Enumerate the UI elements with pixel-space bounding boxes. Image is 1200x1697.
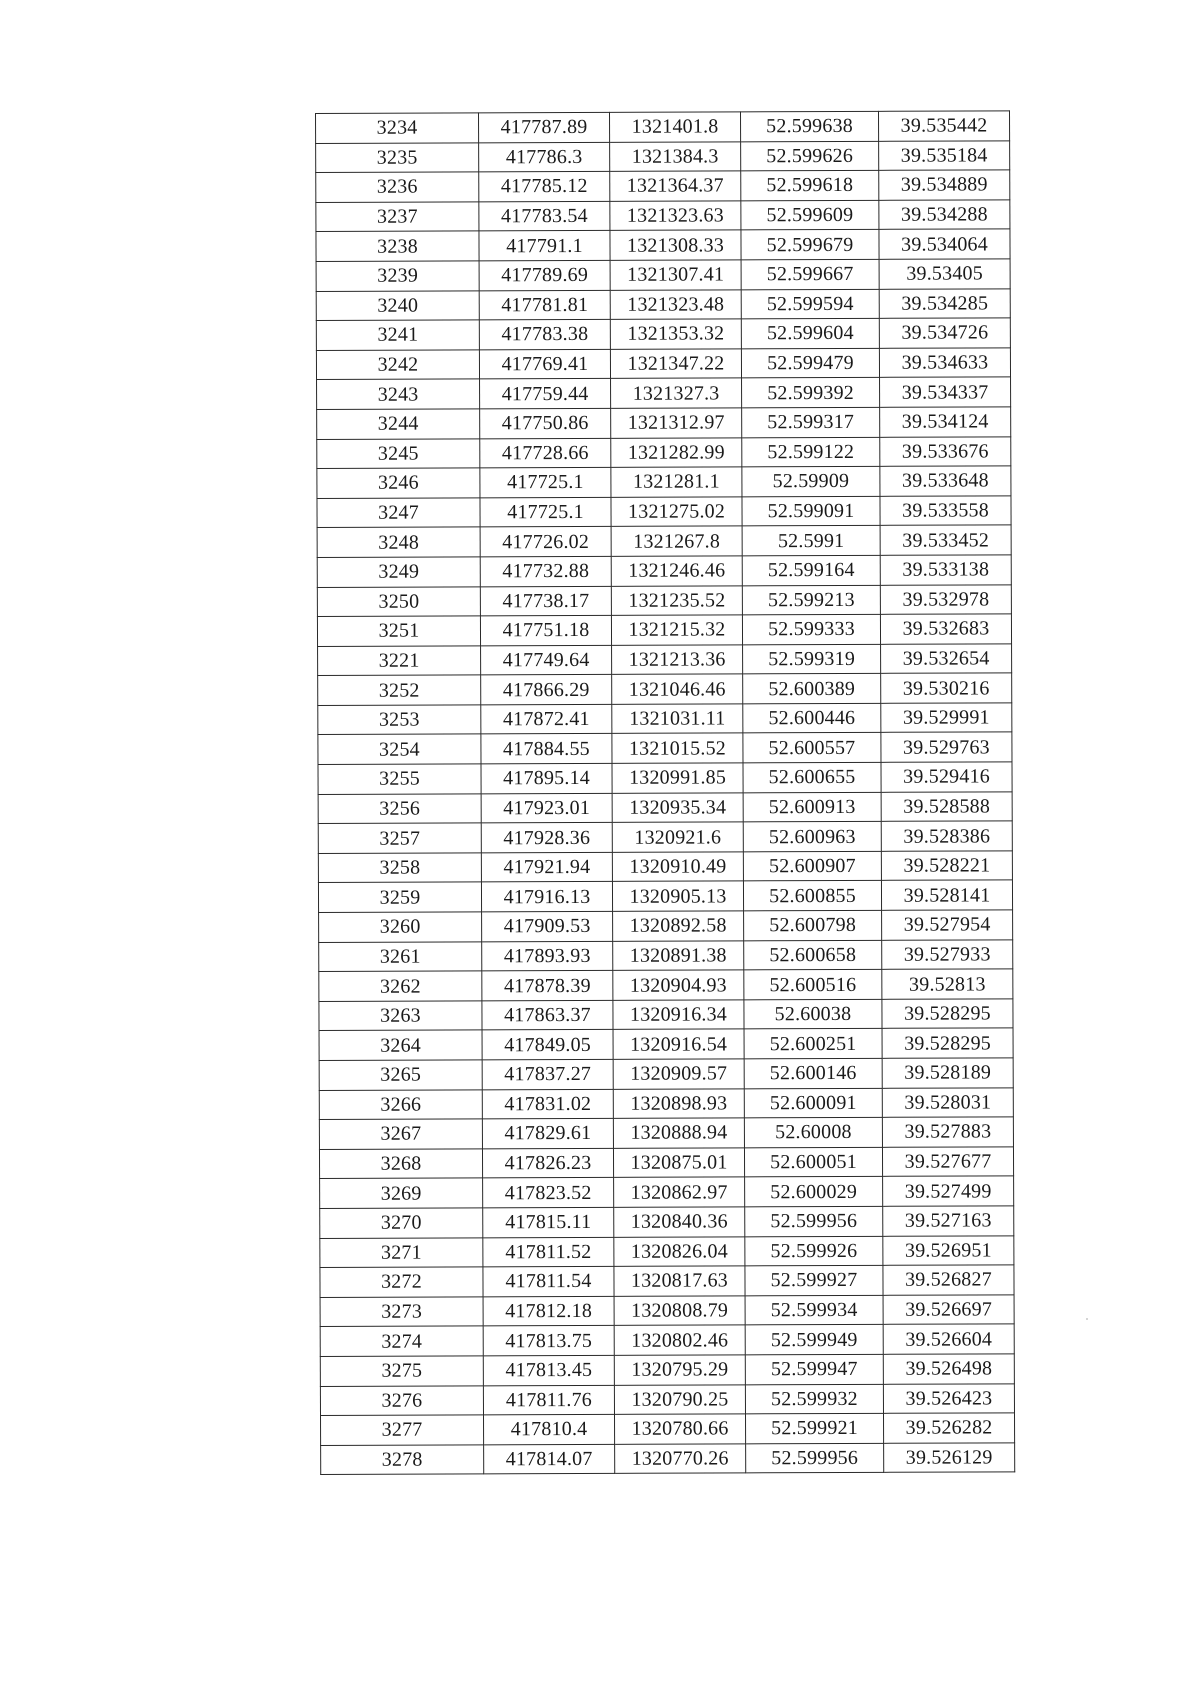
longitude-cell: 39.528295 <box>882 999 1013 1029</box>
point-number-cell: 3251 <box>317 616 480 646</box>
longitude-cell: 39.528189 <box>882 1058 1013 1088</box>
longitude-cell: 39.528295 <box>882 1028 1013 1058</box>
point-number-cell: 3245 <box>317 438 480 468</box>
latitude-cell: 52.599956 <box>746 1443 884 1473</box>
y-coordinate-cell: 1321364.37 <box>610 171 741 201</box>
latitude-cell: 52.599609 <box>741 200 879 230</box>
latitude-cell: 52.600655 <box>743 762 881 792</box>
x-coordinate-cell: 417785.12 <box>479 172 610 202</box>
y-coordinate-cell: 1320795.29 <box>614 1355 745 1385</box>
longitude-cell: 39.529763 <box>881 732 1012 762</box>
x-coordinate-cell: 417769.41 <box>479 349 610 379</box>
latitude-cell: 52.600146 <box>744 1058 882 1088</box>
x-coordinate-cell: 417728.66 <box>480 438 611 468</box>
longitude-cell: 39.527677 <box>882 1147 1013 1177</box>
table-row <box>320 1383 1014 1415</box>
y-coordinate-cell: 1321213.36 <box>612 645 743 675</box>
longitude-cell: 39.526282 <box>883 1413 1014 1443</box>
table-row <box>319 939 1013 971</box>
point-number-cell: 3252 <box>318 675 481 705</box>
longitude-cell: 39.534285 <box>879 288 1010 318</box>
table-row <box>317 436 1011 468</box>
x-coordinate-cell: 417813.45 <box>483 1355 614 1385</box>
latitude-cell: 52.600557 <box>743 733 881 763</box>
y-coordinate-cell: 1321308.33 <box>610 230 741 260</box>
table-row <box>317 614 1011 646</box>
x-coordinate-cell: 417791.1 <box>479 231 610 261</box>
y-coordinate-cell: 1320904.93 <box>613 970 744 1000</box>
longitude-cell: 39.530216 <box>881 673 1012 703</box>
y-coordinate-cell: 1321275.02 <box>611 497 742 527</box>
table-row <box>318 791 1012 823</box>
table-row <box>317 407 1011 439</box>
x-coordinate-cell: 417831.02 <box>482 1089 613 1119</box>
point-number-cell: 3276 <box>320 1385 483 1415</box>
y-coordinate-cell: 1320892.58 <box>613 911 744 941</box>
table-row <box>320 1324 1014 1356</box>
point-number-cell: 3238 <box>316 231 479 261</box>
x-coordinate-cell: 417750.86 <box>480 408 611 438</box>
point-number-cell: 3248 <box>317 527 480 557</box>
table-row <box>319 999 1013 1031</box>
coordinates-table <box>315 110 1015 1475</box>
table-row <box>318 851 1012 883</box>
table-row <box>316 229 1010 261</box>
point-number-cell: 3273 <box>320 1297 483 1327</box>
x-coordinate-cell: 417849.05 <box>482 1030 613 1060</box>
longitude-cell: 39.534337 <box>880 377 1011 407</box>
y-coordinate-cell: 1320935.34 <box>612 793 743 823</box>
latitude-cell: 52.599934 <box>745 1295 883 1325</box>
x-coordinate-cell: 417823.52 <box>483 1178 614 1208</box>
point-number-cell: 3266 <box>319 1089 482 1119</box>
point-number-cell: 3277 <box>321 1415 484 1445</box>
point-number-cell: 3260 <box>319 912 482 942</box>
point-number-cell: 3241 <box>316 320 479 350</box>
coordinates-table-body <box>316 111 1015 1475</box>
x-coordinate-cell: 417837.27 <box>482 1059 613 1089</box>
latitude-cell: 52.5991 <box>742 526 880 556</box>
latitude-cell: 52.600658 <box>744 940 882 970</box>
table-row <box>316 111 1010 143</box>
y-coordinate-cell: 1320840.36 <box>614 1207 745 1237</box>
latitude-cell: 52.60008 <box>744 1118 882 1148</box>
x-coordinate-cell: 417884.55 <box>481 734 612 764</box>
longitude-cell: 39.53405 <box>879 259 1010 289</box>
longitude-cell: 39.529416 <box>881 762 1012 792</box>
longitude-cell: 39.528031 <box>882 1087 1013 1117</box>
y-coordinate-cell: 1320909.57 <box>613 1059 744 1089</box>
latitude-cell: 52.599122 <box>742 437 880 467</box>
table-row <box>318 644 1012 676</box>
y-coordinate-cell: 1320780.66 <box>614 1414 745 1444</box>
x-coordinate-cell: 417921.94 <box>481 852 612 882</box>
table-row <box>319 1147 1013 1179</box>
y-coordinate-cell: 1321347.22 <box>610 349 741 379</box>
table-row <box>316 200 1010 232</box>
latitude-cell: 52.599947 <box>745 1354 883 1384</box>
longitude-cell: 39.533676 <box>880 436 1011 466</box>
point-number-cell: 3234 <box>316 113 479 143</box>
longitude-cell: 39.534889 <box>879 170 1010 200</box>
table-row <box>320 1206 1014 1238</box>
point-number-cell: 3244 <box>317 409 480 439</box>
table-row <box>319 1087 1013 1119</box>
y-coordinate-cell: 1321015.52 <box>612 733 743 763</box>
latitude-cell: 52.60038 <box>744 999 882 1029</box>
x-coordinate-cell: 417923.01 <box>481 793 612 823</box>
point-number-cell: 3236 <box>316 172 479 202</box>
latitude-cell: 52.599667 <box>741 259 879 289</box>
table-row <box>317 377 1011 409</box>
y-coordinate-cell: 1321323.48 <box>610 289 741 319</box>
longitude-cell: 39.526129 <box>884 1443 1015 1473</box>
y-coordinate-cell: 1321215.32 <box>611 615 742 645</box>
x-coordinate-cell: 417726.02 <box>480 527 611 557</box>
x-coordinate-cell: 417811.76 <box>483 1385 614 1415</box>
x-coordinate-cell: 417751.18 <box>480 615 611 645</box>
y-coordinate-cell: 1320910.49 <box>612 852 743 882</box>
point-number-cell: 3270 <box>320 1208 483 1238</box>
x-coordinate-cell: 417895.14 <box>481 763 612 793</box>
table-row <box>318 762 1012 794</box>
y-coordinate-cell: 1321282.99 <box>611 437 742 467</box>
x-coordinate-cell: 417829.61 <box>482 1119 613 1149</box>
table-row <box>320 1354 1014 1386</box>
point-number-cell: 3247 <box>317 498 480 528</box>
y-coordinate-cell: 1320817.63 <box>614 1266 745 1296</box>
point-number-cell: 3257 <box>318 823 481 853</box>
point-number-cell: 3243 <box>317 379 480 409</box>
point-number-cell: 3278 <box>321 1445 484 1475</box>
latitude-cell: 52.599927 <box>745 1265 883 1295</box>
latitude-cell: 52.600251 <box>744 1029 882 1059</box>
longitude-cell: 39.52813 <box>882 969 1013 999</box>
table-row <box>316 288 1010 320</box>
longitude-cell: 39.528386 <box>881 821 1012 851</box>
longitude-cell: 39.526697 <box>883 1295 1014 1325</box>
longitude-cell: 39.527954 <box>882 910 1013 940</box>
point-number-cell: 3275 <box>320 1356 483 1386</box>
y-coordinate-cell: 1320808.79 <box>614 1296 745 1326</box>
x-coordinate-cell: 417810.4 <box>484 1414 615 1444</box>
latitude-cell: 52.599679 <box>741 230 879 260</box>
y-coordinate-cell: 1320921.6 <box>612 822 743 852</box>
point-number-cell: 3235 <box>316 142 479 172</box>
table-row <box>320 1295 1014 1327</box>
table-row <box>316 140 1010 172</box>
x-coordinate-cell: 417749.64 <box>481 645 612 675</box>
latitude-cell: 52.599317 <box>742 407 880 437</box>
table-row <box>318 703 1012 735</box>
point-number-cell: 3264 <box>319 1030 482 1060</box>
longitude-cell: 39.528588 <box>881 791 1012 821</box>
latitude-cell: 52.599926 <box>745 1236 883 1266</box>
longitude-cell: 39.526498 <box>883 1354 1014 1384</box>
longitude-cell: 39.535442 <box>878 111 1009 141</box>
point-number-cell: 3262 <box>319 971 482 1001</box>
y-coordinate-cell: 1321307.41 <box>610 260 741 290</box>
table-row <box>319 969 1013 1001</box>
longitude-cell: 39.526951 <box>883 1235 1014 1265</box>
x-coordinate-cell: 417813.75 <box>483 1326 614 1356</box>
longitude-cell: 39.527163 <box>883 1206 1014 1236</box>
latitude-cell: 52.599164 <box>742 555 880 585</box>
point-number-cell: 3261 <box>319 941 482 971</box>
longitude-cell: 39.527499 <box>883 1176 1014 1206</box>
latitude-cell: 52.600798 <box>744 910 882 940</box>
x-coordinate-cell: 417893.93 <box>482 941 613 971</box>
point-number-cell: 3267 <box>319 1119 482 1149</box>
x-coordinate-cell: 417866.29 <box>481 675 612 705</box>
point-number-cell: 3242 <box>316 350 479 380</box>
y-coordinate-cell: 1320770.26 <box>615 1444 746 1474</box>
longitude-cell: 39.527933 <box>882 939 1013 969</box>
y-coordinate-cell: 1320802.46 <box>614 1325 745 1355</box>
point-number-cell: 3250 <box>317 586 480 616</box>
longitude-cell: 39.534726 <box>879 318 1010 348</box>
x-coordinate-cell: 417783.54 <box>479 201 610 231</box>
latitude-cell: 52.599956 <box>745 1206 883 1236</box>
x-coordinate-cell: 417811.54 <box>483 1267 614 1297</box>
latitude-cell: 52.600907 <box>743 851 881 881</box>
latitude-cell: 52.599392 <box>742 378 880 408</box>
point-number-cell: 3221 <box>318 646 481 676</box>
latitude-cell: 52.599319 <box>743 644 881 674</box>
x-coordinate-cell: 417815.11 <box>483 1207 614 1237</box>
point-number-cell: 3272 <box>320 1267 483 1297</box>
table-row <box>319 1028 1013 1060</box>
point-number-cell: 3263 <box>319 1001 482 1031</box>
latitude-cell: 52.600446 <box>743 703 881 733</box>
longitude-cell: 39.534288 <box>879 200 1010 230</box>
point-number-cell: 3239 <box>316 261 479 291</box>
longitude-cell: 39.534064 <box>879 229 1010 259</box>
longitude-cell: 39.528221 <box>881 851 1012 881</box>
x-coordinate-cell: 417781.81 <box>479 290 610 320</box>
point-number-cell: 3254 <box>318 734 481 764</box>
y-coordinate-cell: 1321401.8 <box>609 112 740 142</box>
table-row <box>320 1265 1014 1297</box>
x-coordinate-cell: 417909.53 <box>482 911 613 941</box>
x-coordinate-cell: 417759.44 <box>480 379 611 409</box>
x-coordinate-cell: 417725.1 <box>480 467 611 497</box>
y-coordinate-cell: 1321312.97 <box>611 408 742 438</box>
scan-speck <box>1086 1318 1088 1320</box>
latitude-cell: 52.599213 <box>742 585 880 615</box>
x-coordinate-cell: 417789.69 <box>479 260 610 290</box>
table-row <box>318 732 1012 764</box>
y-coordinate-cell: 1320916.54 <box>613 1029 744 1059</box>
y-coordinate-cell: 1321246.46 <box>611 556 742 586</box>
y-coordinate-cell: 1321046.46 <box>612 674 743 704</box>
x-coordinate-cell: 417928.36 <box>481 823 612 853</box>
longitude-cell: 39.532683 <box>880 614 1011 644</box>
table-row <box>317 555 1011 587</box>
y-coordinate-cell: 1320991.85 <box>612 763 743 793</box>
longitude-cell: 39.533648 <box>880 466 1011 496</box>
longitude-cell: 39.528141 <box>881 880 1012 910</box>
point-number-cell: 3256 <box>318 794 481 824</box>
latitude-cell: 52.599604 <box>741 318 879 348</box>
longitude-cell: 39.532978 <box>880 584 1011 614</box>
x-coordinate-cell: 417738.17 <box>480 586 611 616</box>
latitude-cell: 52.599479 <box>741 348 879 378</box>
latitude-cell: 52.599949 <box>745 1325 883 1355</box>
latitude-cell: 52.599921 <box>745 1413 883 1443</box>
x-coordinate-cell: 417916.13 <box>481 882 612 912</box>
point-number-cell: 3269 <box>320 1178 483 1208</box>
longitude-cell: 39.534124 <box>880 407 1011 437</box>
y-coordinate-cell: 1320790.25 <box>614 1384 745 1414</box>
latitude-cell: 52.600855 <box>743 881 881 911</box>
latitude-cell: 52.599626 <box>741 141 879 171</box>
x-coordinate-cell: 417872.41 <box>481 704 612 734</box>
latitude-cell: 52.599638 <box>740 111 878 141</box>
longitude-cell: 39.532654 <box>881 644 1012 674</box>
latitude-cell: 52.600913 <box>743 792 881 822</box>
point-number-cell: 3258 <box>318 853 481 883</box>
x-coordinate-cell: 417787.89 <box>479 112 610 142</box>
table-row <box>317 525 1011 557</box>
y-coordinate-cell: 1321267.8 <box>611 526 742 556</box>
x-coordinate-cell: 417783.38 <box>479 320 610 350</box>
table-row <box>319 1117 1013 1149</box>
longitude-cell: 39.526604 <box>883 1324 1014 1354</box>
table-row <box>317 584 1011 616</box>
y-coordinate-cell: 1321353.32 <box>610 319 741 349</box>
table-row <box>321 1413 1015 1445</box>
latitude-cell: 52.600051 <box>744 1147 882 1177</box>
table-row <box>319 910 1013 942</box>
point-number-cell: 3249 <box>317 557 480 587</box>
point-number-cell: 3274 <box>320 1326 483 1356</box>
point-number-cell: 3268 <box>319 1149 482 1179</box>
longitude-cell: 39.526423 <box>883 1383 1014 1413</box>
longitude-cell: 39.534633 <box>879 348 1010 378</box>
x-coordinate-cell: 417863.37 <box>482 1000 613 1030</box>
latitude-cell: 52.59909 <box>742 466 880 496</box>
y-coordinate-cell: 1321327.3 <box>611 378 742 408</box>
longitude-cell: 39.533452 <box>880 525 1011 555</box>
table-row <box>320 1235 1014 1267</box>
latitude-cell: 52.600029 <box>745 1177 883 1207</box>
longitude-cell: 39.527883 <box>882 1117 1013 1147</box>
table-row <box>318 821 1012 853</box>
table-row <box>321 1443 1015 1475</box>
latitude-cell: 52.599333 <box>742 614 880 644</box>
y-coordinate-cell: 1320875.01 <box>613 1148 744 1178</box>
table-row <box>316 170 1010 202</box>
longitude-cell: 39.529991 <box>881 703 1012 733</box>
latitude-cell: 52.599618 <box>741 171 879 201</box>
x-coordinate-cell: 417826.23 <box>482 1148 613 1178</box>
x-coordinate-cell: 417814.07 <box>484 1444 615 1474</box>
x-coordinate-cell: 417732.88 <box>480 556 611 586</box>
x-coordinate-cell: 417786.3 <box>479 142 610 172</box>
table-row <box>320 1176 1014 1208</box>
point-number-cell: 3259 <box>318 882 481 912</box>
y-coordinate-cell: 1321384.3 <box>610 141 741 171</box>
point-number-cell: 3253 <box>318 705 481 735</box>
table-row <box>316 318 1010 350</box>
longitude-cell: 39.533558 <box>880 496 1011 526</box>
latitude-cell: 52.600091 <box>744 1088 882 1118</box>
longitude-cell: 39.533138 <box>880 555 1011 585</box>
latitude-cell: 52.599091 <box>742 496 880 526</box>
table-row <box>316 348 1010 380</box>
y-coordinate-cell: 1320898.93 <box>613 1088 744 1118</box>
y-coordinate-cell: 1320916.34 <box>613 1000 744 1030</box>
y-coordinate-cell: 1320888.94 <box>613 1118 744 1148</box>
y-coordinate-cell: 1320905.13 <box>612 881 743 911</box>
x-coordinate-cell: 417812.18 <box>483 1296 614 1326</box>
point-number-cell: 3246 <box>317 468 480 498</box>
x-coordinate-cell: 417878.39 <box>482 971 613 1001</box>
y-coordinate-cell: 1320826.04 <box>614 1236 745 1266</box>
y-coordinate-cell: 1321235.52 <box>611 585 742 615</box>
longitude-cell: 39.535184 <box>879 140 1010 170</box>
x-coordinate-cell: 417725.1 <box>480 497 611 527</box>
latitude-cell: 52.599594 <box>741 289 879 319</box>
y-coordinate-cell: 1320891.38 <box>613 940 744 970</box>
point-number-cell: 3237 <box>316 202 479 232</box>
x-coordinate-cell: 417811.52 <box>483 1237 614 1267</box>
y-coordinate-cell: 1321281.1 <box>611 467 742 497</box>
table-row <box>318 673 1012 705</box>
y-coordinate-cell: 1321031.11 <box>612 704 743 734</box>
table-row <box>318 880 1012 912</box>
y-coordinate-cell: 1320862.97 <box>614 1177 745 1207</box>
table-row <box>316 259 1010 291</box>
latitude-cell: 52.600516 <box>744 970 882 1000</box>
latitude-cell: 52.600963 <box>743 822 881 852</box>
longitude-cell: 39.526827 <box>883 1265 1014 1295</box>
point-number-cell: 3271 <box>320 1237 483 1267</box>
table-row <box>317 496 1011 528</box>
table-row <box>319 1058 1013 1090</box>
point-number-cell: 3240 <box>316 290 479 320</box>
table-row <box>317 466 1011 498</box>
y-coordinate-cell: 1321323.63 <box>610 201 741 231</box>
latitude-cell: 52.599932 <box>745 1384 883 1414</box>
latitude-cell: 52.600389 <box>743 674 881 704</box>
point-number-cell: 3255 <box>318 764 481 794</box>
point-number-cell: 3265 <box>319 1060 482 1090</box>
